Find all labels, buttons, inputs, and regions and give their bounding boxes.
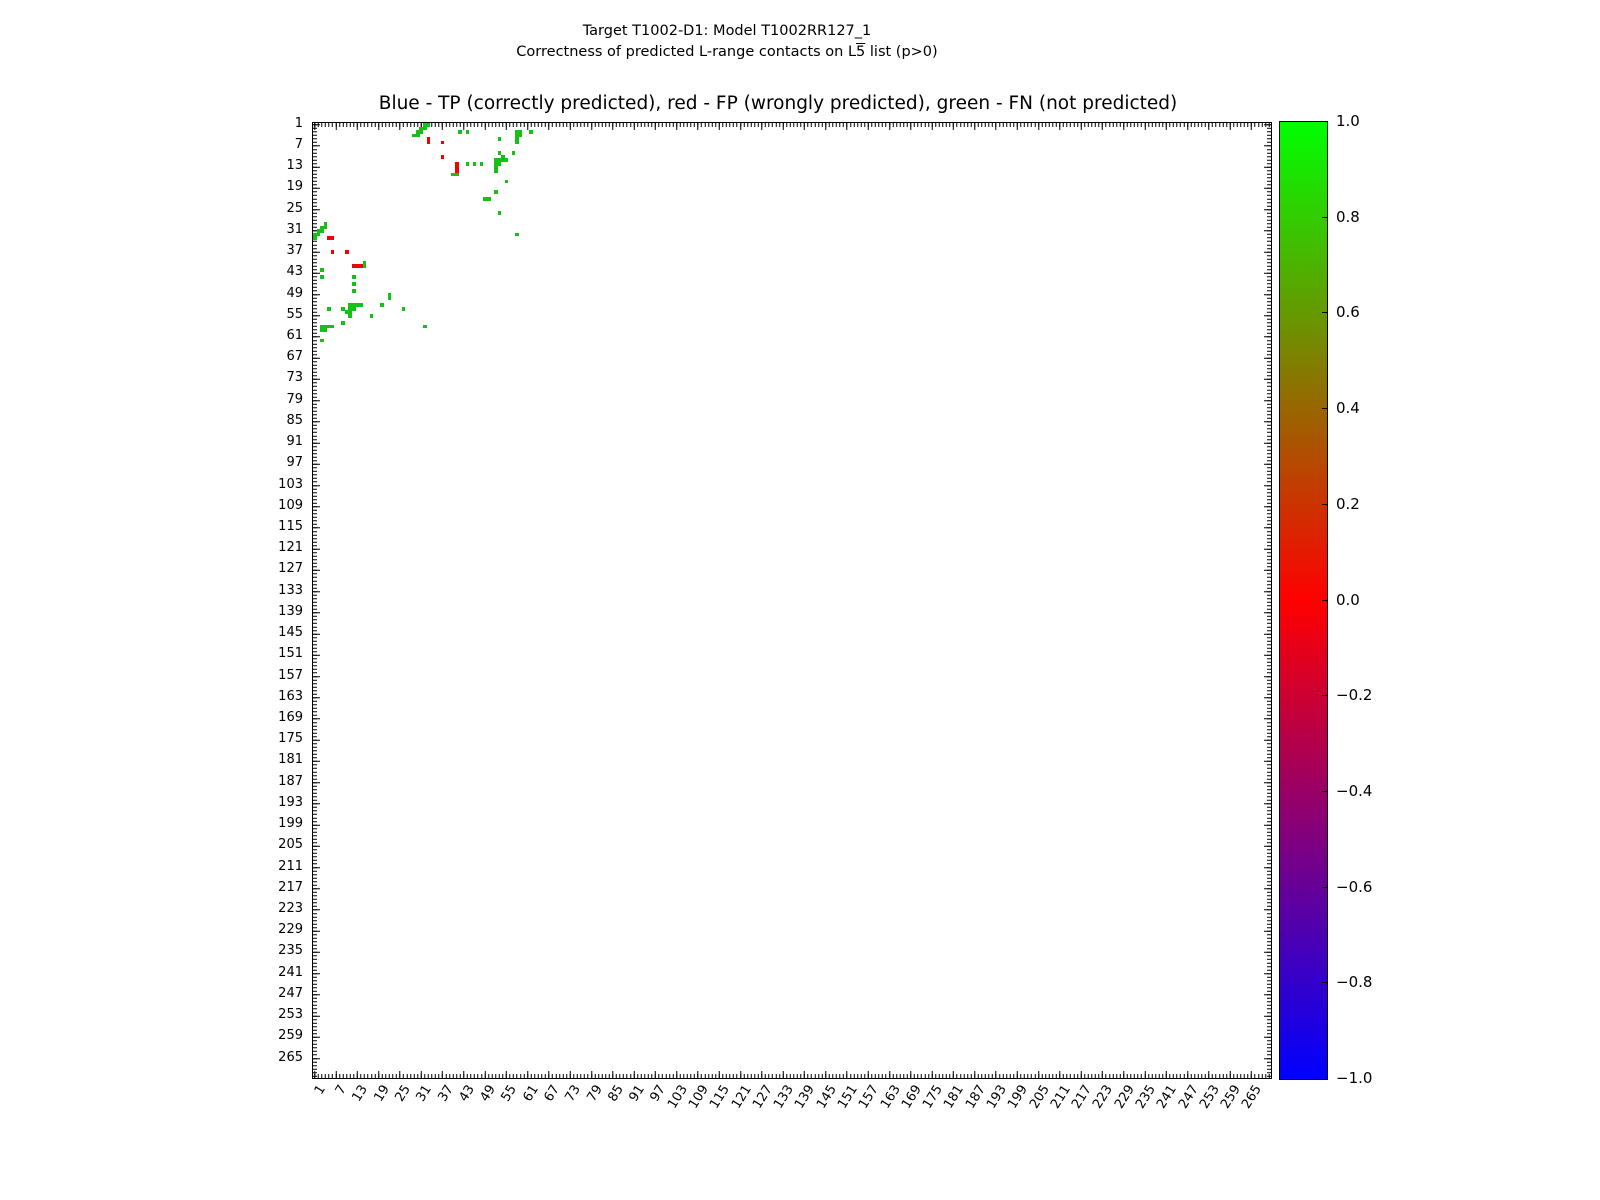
x-tick-label: 157 [856,1082,883,1112]
y-tick-label: 1 [294,115,303,131]
contact-point-red [427,141,431,145]
contact-point-red [455,169,459,173]
x-minor-ticks-bottom [313,1074,1271,1078]
y-major-ticks-left [313,123,320,1078]
x-minor-ticks-top [313,123,1271,127]
colorbar-tick [1322,504,1327,505]
colorbar-tick-label: −1.0 [1336,1069,1373,1087]
colorbar-tick-label: 1.0 [1336,112,1360,130]
x-tick-label: 31 [413,1082,436,1105]
contact-point-green [320,339,324,343]
y-tick-label: 61 [286,327,303,343]
y-minor-ticks-right [1267,123,1271,1078]
x-tick-label: 73 [562,1082,585,1105]
contact-point-green [498,211,502,215]
y-tick-label: 55 [286,306,303,322]
axes-title: Blue - TP (correctly predicted), red - FP (wrongly predicted), green - FN (not predicted) [378,93,1178,114]
y-tick-label: 181 [278,752,303,768]
y-tick-label: 193 [278,794,303,810]
y-tick-label: 91 [286,434,303,450]
x-major-ticks-bottom [313,1071,1271,1078]
y-tick-label: 187 [278,773,303,789]
contact-point-green [352,289,356,293]
x-tick-label: 145 [813,1082,840,1112]
x-tick-label: 229 [1111,1082,1138,1112]
x-tick-label: 235 [1133,1082,1159,1112]
x-tick-label: 127 [749,1082,776,1112]
figure-title [516,21,937,62]
y-tick-label: 163 [278,688,303,704]
x-tick-label: 109 [685,1082,712,1112]
y-tick-label: 121 [278,540,303,556]
x-tick-label: 241 [1154,1082,1181,1112]
y-tick-label: 109 [278,497,303,513]
x-tick-label: 151 [834,1082,861,1112]
x-tick-label: 97 [647,1082,670,1105]
contact-point-green [359,303,363,307]
contact-point-green [455,173,459,177]
colorbar-tick-label: −0.2 [1336,686,1373,705]
x-tick-label: 37 [434,1082,457,1105]
y-tick-label: 43 [286,264,303,280]
x-tick-label: 7 [332,1082,350,1098]
contact-point-green [352,282,356,286]
contact-point-green [473,162,477,166]
x-tick-label: 247 [1175,1082,1202,1112]
colorbar-tick-label: −0.6 [1336,877,1373,896]
colorbar-tick-label: 0.8 [1336,207,1360,226]
contact-point-green [427,123,431,127]
contact-point-green [494,190,498,194]
x-tick-label: 19 [371,1082,393,1105]
colorbar-tick-label: 0.2 [1336,494,1360,513]
x-tick-label: 115 [707,1082,734,1112]
contact-point-green [458,130,462,134]
contact-point-green [515,233,519,237]
y-tick-label: 175 [278,731,303,747]
y-tick-label: 49 [286,285,303,301]
y-tick-label: 37 [286,243,303,259]
contact-point-green [363,264,367,268]
contact-point-green [380,303,384,307]
colorbar [1279,121,1328,1080]
colorbar-tick-label: −0.4 [1336,781,1373,800]
x-tick-label: 199 [1005,1082,1032,1112]
contact-point-green [529,130,533,134]
x-tick-label: 121 [728,1082,755,1112]
contact-point-red [441,141,445,145]
y-tick-label: 97 [286,455,303,471]
y-tick-label: 25 [286,200,303,216]
x-tick-label: 217 [1069,1082,1096,1112]
y-tick-label: 199 [278,816,303,832]
y-tick-label: 241 [278,964,303,980]
y-tick-label: 145 [278,625,303,641]
contact-point-green [388,296,392,300]
colorbar-tick-label: 0.4 [1336,399,1360,418]
colorbar-tick [1322,887,1327,888]
x-tick-label: 175 [920,1082,947,1112]
x-tick-label: 85 [605,1082,627,1105]
x-tick-label: 259 [1218,1082,1245,1112]
contact-point-red [331,250,335,254]
contact-point-green [348,314,352,318]
y-tick-label: 235 [278,943,303,959]
y-major-ticks-right [1264,123,1271,1078]
contact-point-green [423,127,427,131]
x-major-ticks-top [313,123,1271,130]
x-tick-label: 193 [984,1082,1010,1112]
y-tick-label: 79 [286,391,303,407]
figure-title-line1: Target T1002-D1: Model T1002RR127_1 [582,23,872,39]
contact-point-green [423,325,427,329]
x-tick-label: 49 [477,1082,499,1105]
x-tick-label: 67 [541,1082,563,1105]
contact-point-green [480,162,484,166]
colorbar-tick [1322,600,1327,601]
x-tick-label: 1 [311,1082,329,1098]
colorbar-tick [1322,982,1327,983]
contact-point-red [441,155,445,159]
y-tick-label: 85 [286,412,303,428]
contact-point-green [466,130,470,134]
contact-point-green [498,162,502,166]
y-tick-label: 139 [278,603,303,619]
contact-point-green [505,158,509,162]
contact-point-red [359,264,363,268]
x-tick-label: 79 [583,1082,606,1105]
y-minor-ticks-left [313,123,317,1078]
contact-point-green [331,325,335,329]
y-tick-label: 67 [286,349,303,365]
contact-point-green [317,233,321,237]
contact-point-green [494,169,498,173]
colorbar-gradient [1280,122,1327,1079]
x-tick-label: 181 [941,1082,968,1112]
y-tick-label: 133 [278,582,303,598]
contact-point-green [320,275,324,279]
contact-point-green [327,307,331,311]
x-tick-label: 55 [498,1082,521,1105]
x-tick-label: 169 [898,1082,925,1112]
colorbar-tick [1322,791,1327,792]
x-tick-label: 163 [877,1082,904,1112]
contact-point-green [402,307,406,311]
x-tick-label: 103 [664,1082,691,1112]
y-tick-label: 229 [278,922,303,938]
x-tick-label: 43 [456,1082,478,1105]
colorbar-tick-label: −0.8 [1336,973,1373,992]
contact-point-green [313,236,317,240]
contact-point-red [345,250,349,254]
contact-point-green [324,226,328,230]
y-tick-label: 115 [278,518,303,534]
y-tick-label: 259 [278,1028,303,1044]
colorbar-tick [1322,217,1327,218]
y-tick-label: 31 [286,221,303,237]
contact-point-green [505,180,509,184]
x-tick-label: 139 [792,1082,819,1112]
x-tick-label: 253 [1196,1082,1223,1112]
y-tick-label: 223 [278,900,303,916]
x-tick-label: 205 [1026,1082,1053,1112]
plot-area [312,122,1272,1079]
x-tick-label: 223 [1090,1082,1117,1112]
y-tick-label: 73 [286,370,303,386]
contact-point-red [331,236,335,240]
y-tick-label: 157 [278,667,303,683]
contact-point-green [320,229,324,233]
y-tick-label: 217 [278,879,303,895]
y-tick-label: 151 [278,646,303,662]
contact-point-green [324,328,328,332]
contact-point-green [416,134,420,138]
contact-point-green [498,137,502,141]
contact-point-green [519,134,523,138]
x-tick-label: 133 [771,1082,797,1112]
colorbar-tick [1322,312,1327,313]
y-tick-label: 127 [278,561,303,577]
y-tick-label: 265 [278,1049,303,1065]
contact-point-green [512,151,516,155]
y-tick-label: 205 [278,837,303,853]
contact-point-green [341,321,345,325]
colorbar-tick [1322,408,1327,409]
y-tick-label: 247 [278,985,303,1001]
y-tick-label: 19 [286,179,303,195]
y-tick-label: 7 [294,136,303,152]
y-tick-label: 253 [278,1007,303,1023]
contact-point-green [320,268,324,272]
colorbar-tick-label: 0.6 [1336,303,1360,322]
colorbar-tick [1322,695,1327,696]
contact-point-green [419,130,423,134]
y-tick-label: 169 [278,709,303,725]
contact-point-green [370,314,374,318]
y-tick-label: 211 [278,858,303,874]
colorbar-tick-label: 0.0 [1336,590,1360,609]
x-tick-label: 13 [349,1082,372,1105]
x-tick-label: 211 [1047,1082,1074,1112]
overlined-five: 5 [856,43,866,60]
y-tick-label: 13 [286,158,303,174]
x-tick-label: 61 [520,1082,542,1105]
y-tick-label: 103 [278,476,303,492]
contact-point-green [515,141,519,145]
figure-title-line2: Correctness of predicted L-range contacts on L5 list (p>0) [516,43,938,60]
contact-point-green [352,307,356,311]
contact-point-green [487,197,491,201]
x-tick-label: 25 [392,1082,414,1105]
contact-point-green [466,162,470,166]
x-tick-label: 187 [962,1082,989,1112]
x-tick-label: 91 [626,1082,648,1105]
x-tick-label: 265 [1239,1082,1266,1112]
contact-point-green [352,275,356,279]
